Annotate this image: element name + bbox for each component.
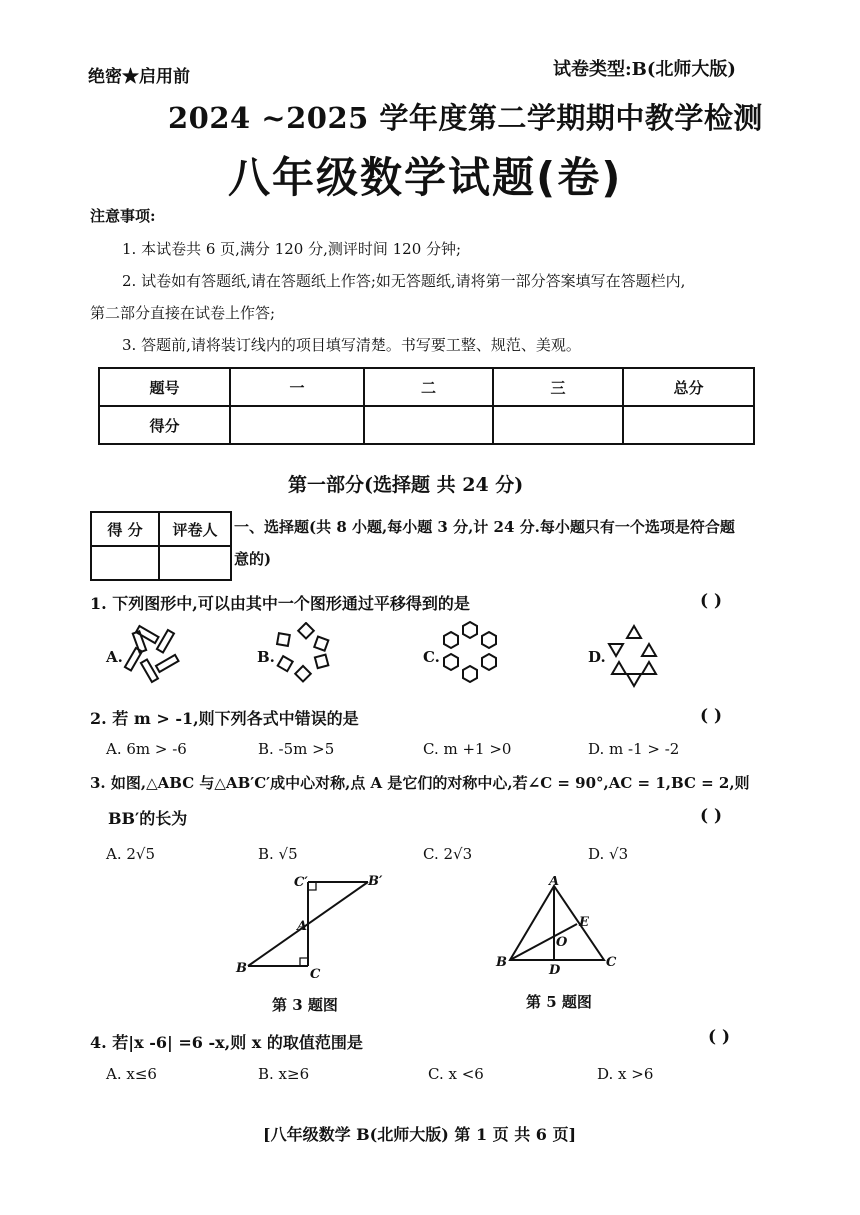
option-d-figure [605,624,663,688]
figure-label: B′ [368,874,383,889]
option-a: A. x≤6 [106,1065,157,1083]
grader-header-score: 得 分 [91,512,159,546]
grader-table [90,511,232,581]
option-c-figure [438,620,502,686]
note-item: 3. 答题前,请将装订线内的项目填写清楚。书写要工整、规范、美观。 [122,336,581,354]
score-table [98,367,755,445]
score-table-row [99,406,754,444]
score-cell[interactable] [623,406,754,444]
option-label: C. [423,648,440,666]
figure-5-caption: 第 5 题图 [526,993,592,1011]
option-label: B. [257,648,275,666]
figure-label: O [556,935,568,950]
option-c: C. x <6 [428,1065,484,1083]
option-c: C. 2√3 [423,845,473,863]
score-table-header-row [99,368,754,406]
answer-paren[interactable]: ( ) [700,591,723,611]
paper-type-label: 试卷类型:B(北师大版) [553,59,736,80]
figure-3-caption: 第 3 题图 [272,996,338,1014]
score-cell[interactable] [364,406,493,444]
figure-label: D [549,963,561,978]
figure-label: C′ [294,875,308,890]
figure-label: A [549,876,560,889]
note-item: 1. 本试卷共 6 页,满分 120 分,测评时间 120 分钟; [122,240,462,258]
confidential-label: 绝密★启用前 [88,67,190,87]
figure-label: B [236,961,247,976]
figure-label: A [297,919,308,934]
question-2-text: 2. 若 m > -1,则下列各式中错误的是 [90,709,359,728]
part-title: 第一部分(选择题 共 24 分) [288,474,524,496]
option-b: B. -5m >5 [258,740,335,758]
option-a: A. 6m > -6 [106,740,187,758]
score-header-cell: 二 [364,368,493,406]
page-footer: [八年级数学 B(北师大版) 第 1 页 共 6 页] [263,1125,577,1144]
score-header-cell: 三 [493,368,623,406]
score-header-cell: 总分 [623,368,754,406]
section-description: 意的) [234,550,272,568]
option-b-figure [274,622,334,684]
answer-paren[interactable]: ( ) [700,706,723,726]
grader-cell[interactable] [91,546,159,580]
figure-label: E [579,915,589,930]
answer-paren[interactable]: ( ) [708,1027,731,1047]
option-b: B. √5 [258,845,298,863]
grader-cell[interactable] [159,546,231,580]
note-item: 2. 试卷如有答题纸,请在答题纸上作答;如无答题纸,请将第一部分答案填写在答题栏内, [122,272,686,290]
notes-heading: 注意事项: [90,207,156,225]
option-a: A. 2√5 [106,845,156,863]
score-cell[interactable] [230,406,364,444]
figure-label: C [310,967,321,982]
section-description: 一、选择题(共 8 小题,每小题 3 分,计 24 分.每小题只有一个选项是符合题 [234,518,735,536]
option-c: C. m +1 >0 [423,740,512,758]
question-3-text: 3. 如图,△ABC 与△AB′C′成中心对称,点 A 是它们的对称中心,若∠C = 90°,AC = 1,BC = 2,则 [90,774,750,792]
score-row-label: 得分 [99,406,230,444]
option-label: A. [106,648,123,666]
score-header-cell: 题号 [99,368,230,406]
note-item: 第二部分直接在试卷上作答; [90,304,276,322]
figure-label: C [606,955,617,970]
option-d: D. √3 [588,845,629,863]
grader-header-reviewer: 评卷人 [159,512,231,546]
figure-3-diagram [230,872,390,982]
exam-title: 2024 ~2025 学年度第二学期期中教学检测 [168,101,763,135]
option-a-figure [122,622,188,684]
option-d: D. m -1 > -2 [588,740,680,758]
question-1-text: 1. 下列图形中,可以由其中一个图形通过平移得到的是 [90,594,470,613]
question-3-text-cont: BB′的长为 [108,809,188,828]
answer-paren[interactable]: ( ) [700,806,723,826]
question-4-text: 4. 若|x -6| =6 -x,则 x 的取值范围是 [90,1033,363,1052]
score-cell[interactable] [493,406,623,444]
option-label: D. [588,648,606,666]
score-header-cell: 一 [230,368,364,406]
option-b: B. x≥6 [258,1065,310,1083]
exam-subtitle: 八年级数学试题(卷) [228,153,623,202]
figure-5-diagram [490,876,630,980]
figure-label: B [496,955,507,970]
option-d: D. x >6 [597,1065,654,1083]
